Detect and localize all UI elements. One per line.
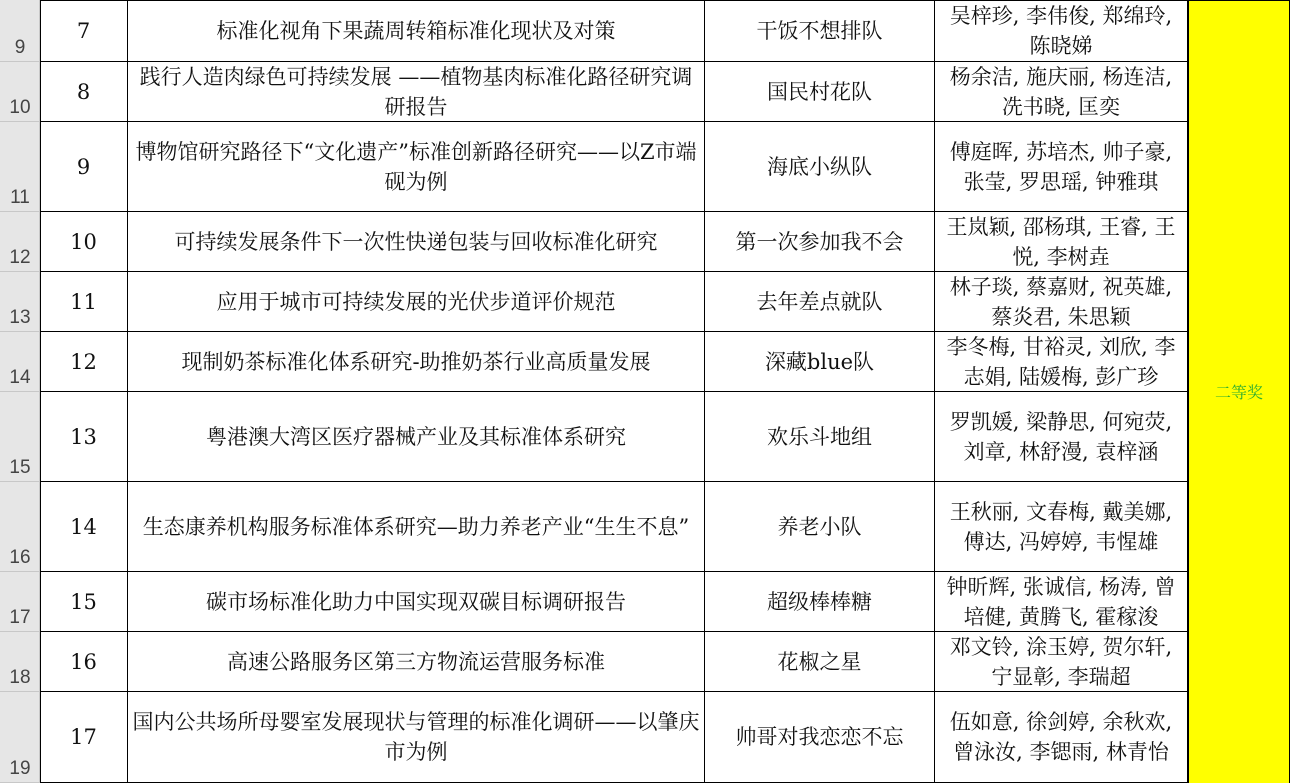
row-header[interactable]	[0, 212, 40, 272]
row-header[interactable]	[0, 632, 40, 692]
cell-members[interactable]	[935, 332, 1188, 392]
cell-members[interactable]	[935, 572, 1188, 632]
row-header[interactable]	[0, 692, 40, 783]
cell-team[interactable]	[705, 482, 935, 572]
cell-members[interactable]	[935, 482, 1188, 572]
award-label: 二等奖	[1214, 383, 1263, 402]
cell-members-text: 傅庭晖, 苏培杰, 帅子豪, 张莹, 罗思瑶, 钟雅琪	[949, 139, 1173, 194]
cell-title-text: 标准化视角下果蔬周转箱标准化现状及对策	[216, 18, 616, 43]
row-header[interactable]	[0, 272, 40, 332]
cell-team[interactable]	[705, 0, 935, 62]
row-header[interactable]	[0, 62, 40, 122]
cell-team[interactable]	[705, 212, 935, 272]
row-header-label: 10	[9, 97, 31, 118]
cell-title-text: 可持续发展条件下一次性快递包装与回收标准化研究	[174, 229, 658, 254]
cell-team[interactable]	[705, 122, 935, 212]
left-border	[40, 0, 41, 783]
cell-number[interactable]	[40, 332, 128, 392]
row-header[interactable]	[0, 122, 40, 212]
cell-team-text: 第一次参加我不会	[735, 229, 904, 254]
row-header[interactable]	[0, 0, 40, 62]
cell-team[interactable]	[705, 332, 935, 392]
cell-number[interactable]	[40, 482, 128, 572]
cell-team-text: 干饭不想排队	[756, 18, 883, 43]
row-header[interactable]	[0, 482, 40, 572]
cell-number-text: 11	[70, 289, 97, 314]
cell-members[interactable]	[935, 632, 1188, 692]
cell-title[interactable]	[128, 482, 705, 572]
cell-team-text: 海底小纵队	[767, 154, 872, 179]
cell-number-text: 12	[70, 349, 97, 374]
cell-title[interactable]	[128, 62, 705, 122]
cell-number[interactable]	[40, 692, 128, 783]
cell-members-text: 吴梓珍, 李伟俊, 郑绵玲, 陈晓娣	[949, 3, 1173, 58]
row-header-label: 11	[10, 187, 30, 208]
row-header-label: 16	[9, 547, 31, 568]
cell-title-text: 博物馆研究路径下“文化遗产”标准创新路径研究——以Z市端砚为例	[135, 139, 697, 194]
cell-members[interactable]	[935, 692, 1188, 783]
cell-team[interactable]	[705, 392, 935, 482]
cell-team-text: 欢乐斗地组	[767, 424, 872, 449]
cell-title[interactable]	[128, 272, 705, 332]
cell-title[interactable]	[128, 692, 705, 783]
cell-number[interactable]	[40, 62, 128, 122]
cell-team-text: 国民村花队	[767, 79, 872, 104]
award-merged-cell[interactable]	[1188, 0, 1290, 783]
cell-members-text: 王秋丽, 文春梅, 戴美娜, 傅达, 冯婷婷, 韦惺雄	[949, 499, 1173, 554]
cell-title[interactable]	[128, 572, 705, 632]
cell-number-text: 16	[70, 649, 97, 674]
cell-number-text: 13	[70, 424, 97, 449]
row-header[interactable]	[0, 572, 40, 632]
cell-number[interactable]	[40, 212, 128, 272]
cell-team-text: 养老小队	[777, 514, 862, 539]
cell-members-text: 林子琰, 蔡嘉财, 祝英雄, 蔡炎君, 朱思颖	[949, 274, 1173, 329]
cell-team-text: 帅哥对我恋恋不忘	[735, 725, 904, 749]
row-header-label: 15	[9, 457, 31, 478]
top-border	[40, 0, 1290, 1]
cell-members-text: 伍如意, 徐剑婷, 余秋欢, 曾泳汝, 李锶雨, 林青怡	[949, 710, 1173, 764]
cell-title[interactable]	[128, 0, 705, 62]
cell-team-text: 超级棒棒糖	[767, 589, 872, 614]
row-header-label: 17	[9, 607, 31, 628]
cell-team-text: 花椒之星	[777, 649, 862, 674]
cell-number-text: 17	[70, 725, 97, 749]
cell-number[interactable]	[40, 122, 128, 212]
cell-members-text: 罗凯媛, 梁静思, 何宛荧, 刘章, 林舒漫, 袁梓涵	[949, 409, 1173, 464]
row-header[interactable]	[0, 332, 40, 392]
cell-team[interactable]	[705, 62, 935, 122]
cell-members[interactable]	[935, 272, 1188, 332]
cell-members[interactable]	[935, 62, 1188, 122]
cell-number[interactable]	[40, 572, 128, 632]
row-header-label: 18	[9, 667, 31, 688]
cell-members-text: 王岚颖, 邵杨琪, 王睿, 王悦, 李树垚	[946, 214, 1176, 269]
cell-members[interactable]	[935, 122, 1188, 212]
cell-team[interactable]	[705, 572, 935, 632]
row-header-label: 13	[9, 307, 31, 328]
cell-number-text: 8	[76, 79, 91, 104]
cell-number-text: 10	[70, 229, 97, 254]
cell-team[interactable]	[705, 692, 935, 783]
cell-number[interactable]	[40, 632, 128, 692]
row-header-label: 19	[9, 758, 31, 779]
cell-team[interactable]	[705, 272, 935, 332]
cell-team[interactable]	[705, 632, 935, 692]
cell-members[interactable]	[935, 0, 1188, 62]
cell-title-text: 生态康养机构服务标准体系研究—助力养老产业“生生不息”	[142, 514, 690, 539]
cell-title-text: 粤港澳大湾区医疗器械产业及其标准体系研究	[206, 424, 626, 449]
cell-title[interactable]	[128, 122, 705, 212]
cell-title-text: 现制奶茶标准化体系研究-助推奶茶行业高质量发展	[181, 349, 651, 374]
cell-number-text: 9	[76, 154, 91, 179]
cell-members[interactable]	[935, 392, 1188, 482]
row-header-label: 14	[9, 367, 31, 388]
cell-number[interactable]	[40, 392, 128, 482]
row-header-label: 9	[14, 37, 26, 58]
cell-members-text: 李冬梅, 甘裕灵, 刘欣, 李志娟, 陆媛梅, 彭广珍	[946, 334, 1176, 389]
row-header-label: 12	[9, 247, 31, 268]
cell-team-text: 深藏blue队	[764, 349, 875, 374]
cell-team-text: 去年差点就队	[756, 289, 883, 314]
cell-title-text: 应用于城市可持续发展的光伏步道评价规范	[216, 289, 616, 314]
cell-number[interactable]	[40, 272, 128, 332]
cell-number-text: 15	[70, 589, 97, 614]
cell-title[interactable]	[128, 332, 705, 392]
cell-title-text: 高速公路服务区第三方物流运营服务标准	[227, 649, 605, 674]
cell-members-text: 邓文铃, 涂玉婷, 贺尔轩, 宁显彰, 李瑞超	[949, 634, 1173, 689]
cell-members[interactable]	[935, 212, 1188, 272]
cell-number-text: 7	[76, 18, 91, 43]
cell-title-text: 碳市场标准化助力中国实现双碳目标调研报告	[206, 589, 626, 614]
row-header[interactable]	[0, 392, 40, 482]
cell-title[interactable]	[128, 632, 705, 692]
cell-members-text: 钟昕辉, 张诚信, 杨涛, 曾培健, 黄腾飞, 霍稼浚	[946, 574, 1176, 629]
cell-members-text: 杨余洁, 施庆丽, 杨连洁, 冼书晓, 匡奕	[949, 64, 1173, 119]
cell-title[interactable]	[128, 392, 705, 482]
cell-title-text: 践行人造肉绿色可持续发展 ——植物基肉标准化路径研究调研报告	[139, 64, 693, 119]
cell-title-text: 国内公共场所母婴室发展现状与管理的标准化调研——以肇庆市为例	[132, 710, 700, 764]
cell-number[interactable]	[40, 0, 128, 62]
cell-title[interactable]	[128, 212, 705, 272]
cell-number-text: 14	[70, 514, 97, 539]
